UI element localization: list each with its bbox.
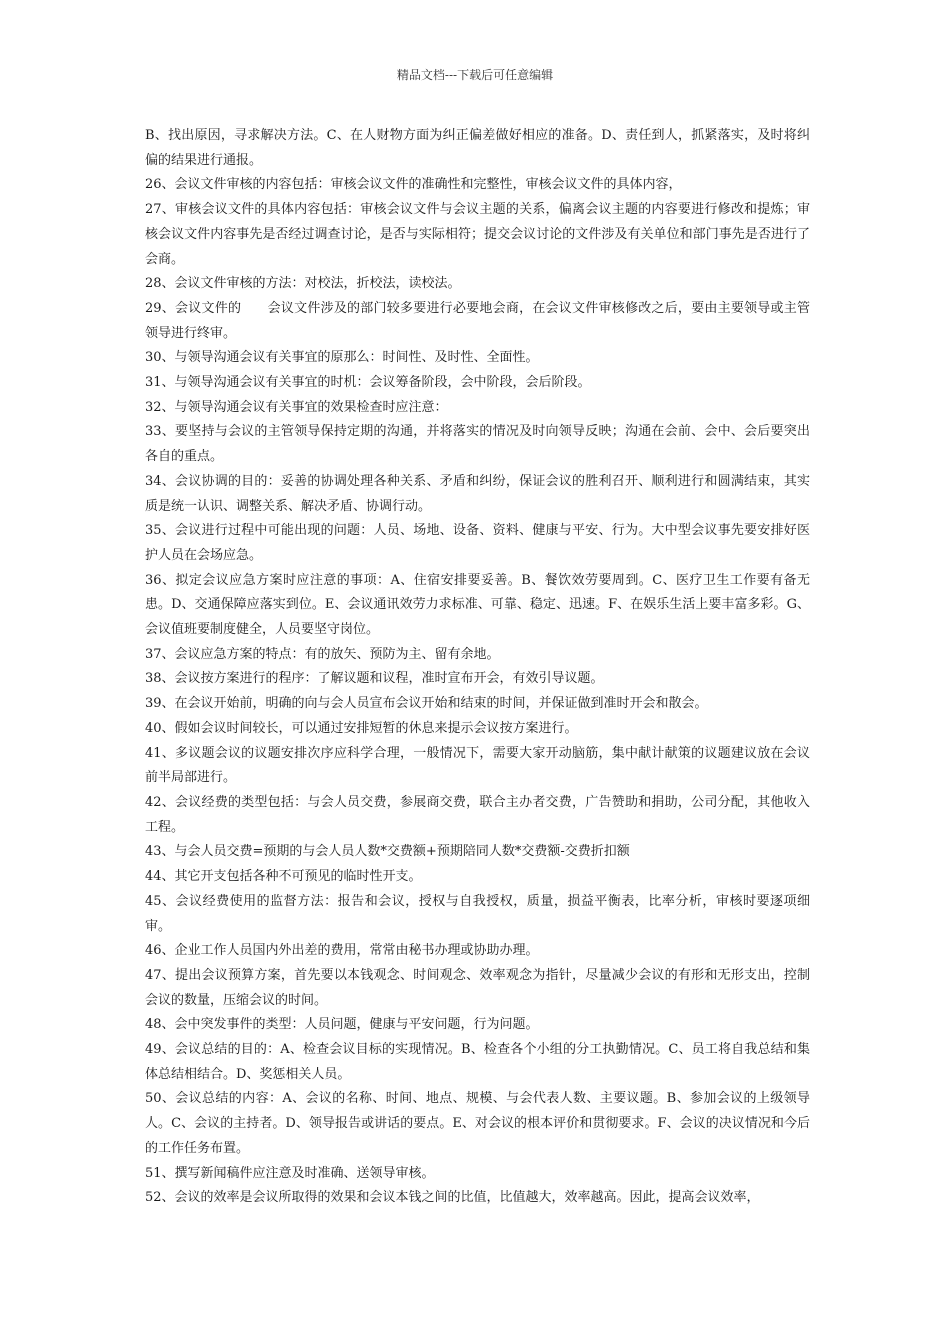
paragraph: 51、撰写新闻稿件应注意及时准确、送领导审核。 (145, 1165, 435, 1181)
paragraph: 27、审核会议文件的具体内容包括：审核会议文件与会议主题的关系，偏离会议主题的内容要进行修改和提炼；审核会议文件内容事先是否经过调查讨论，是否与实际相符；提交会议讨论的文件涉及有关单位和部门事先是否进行了会商。 (145, 202, 810, 267)
paragraph: 32、与领导沟通会议有关事宜的效果检查时应注意： (145, 399, 448, 415)
paragraph: 31、与领导沟通会议有关事宜的时机：会议筹备阶段，会中阶段，会后阶段。 (145, 375, 591, 391)
paragraph: 29、会议文件的 会议文件涉及的部门较多要进行必要地会商，在会议文件审核修改之后，要由主要领导或主管领导进行终审。 (145, 300, 810, 341)
paragraph: 49、会议总结的目的：A、检查会议目标的实现情况。B、检查各个小组的分工执勤情况。C、员工将自我总结和集体总结相结合。D、奖惩相关人员。 (145, 1042, 810, 1082)
paragraph: 34、会议协调的目的：妥善的协调处理各种关系、矛盾和纠纷，保证会议的胜利召开、顺利进行和圆满结束，其实质是统一认识、调整关系、解决矛盾、协调行动。 (145, 473, 810, 514)
paragraph: 26、会议文件审核的内容包括：审核会议文件的准确性和完整性，审核会议文件的具体内容， (145, 177, 682, 193)
paragraph: 42、会议经费的类型包括：与会人员交费，参展商交费，联合主办者交费，广告赞助和捐助，公司分配，其他收入工程。 (145, 794, 810, 835)
paragraph: 48、会中突发事件的类型：人员问题，健康与平安问题，行为问题。 (145, 1017, 539, 1033)
paragraph: 47、提出会议预算方案，首先要以本钱观念、时间观念、效率观念为指针，尽量减少会议的有形和无形支出，控制会议的数量，压缩会议的时间。 (145, 967, 810, 1008)
page-header: 精品文档---下载后可任意编辑 (396, 68, 554, 82)
paragraph: 40、假如会议时间较长，可以通过安排短暂的休息来提示会议按方案进行。 (145, 720, 578, 736)
paragraph: 30、与领导沟通会议有关事宜的原那么：时间性、及时性、全面性。 (145, 350, 539, 366)
paragraph: 46、企业工作人员国内外出差的费用，常常由秘书办理或协助办理。 (145, 943, 539, 959)
paragraph: 39、在会议开始前，明确的向与会人员宣布会议开始和结束的时间，并保证做到准时开会和散会。 (145, 696, 708, 712)
paragraph: 35、会议进行过程中可能出现的问题：人员、场地、设备、资料、健康与平安、行为。大中型会议事先要安排好医护人员在会场应急。 (145, 523, 810, 563)
paragraph: 52、会议的效率是会议所取得的效果和会议本钱之间的比值，比值越大，效率越高。因此，提高会议效率， (145, 1190, 760, 1206)
paragraph: 33、要坚持与会议的主管领导保持定期的沟通，并将落实的情况及时向领导反映；沟通在会前、会中、会后要突出各自的重点。 (145, 424, 810, 465)
paragraph: 36、拟定会议应急方案时应注意的事项：A、住宿安排要妥善。B、餐饮效劳要周到。C、医疗卫生工作要有备无患。D、交通保障应落实到位。E、会议通讯效劳力求标准、可靠、稳定、迅速。F、在娱乐生活上要丰富多彩。G、会议值班要制度健全，人员要坚守岗位。 (145, 572, 810, 638)
paragraph: 50、会议总结的内容：A、会议的名称、时间、地点、规模、与会代表人数、主要议题。B、参加会议的上级领导人。C、会议的主持者。D、领导报告或讲话的要点。E、对会议的根本评价和贯彻要求。F、会议的决议情况和今后的工作任务布置。 (145, 1091, 810, 1156)
paragraph: 45、会议经费使用的监督方法：报告和会议，授权与自我授权，质量，损益平衡表，比率分析，审核时要逐项细审。 (145, 893, 810, 934)
paragraph: 37、会议应急方案的特点：有的放矢、预防为主、留有余地。 (145, 646, 500, 662)
paragraph: B、找出原因，寻求解决方法。C、在人财物方面为纠正偏差做好相应的准备。D、责任到人，抓紧落实，及时将纠偏的结果进行通报。 (145, 128, 810, 168)
paragraph: 28、会议文件审核的方法：对校法，折校法，读校法。 (145, 276, 461, 292)
paragraph: 38、会议按方案进行的程序：了解议题和议程，准时宣布开会，有效引导议题。 (145, 671, 604, 687)
paragraph: 41、多议题会议的议题安排次序应科学合理，一般情况下，需要大家开动脑筋，集中献计献策的议题建议放在会议前半局部进行。 (145, 745, 810, 786)
paragraph: 44、其它开支包括各种不可预见的临时性开支。 (145, 869, 422, 885)
paragraph: 43、与会人员交费=预期的与会人员人数*交费额+预期陪同人数*交费额-交费折扣额 (145, 844, 630, 860)
document-body (145, 124, 810, 1211)
